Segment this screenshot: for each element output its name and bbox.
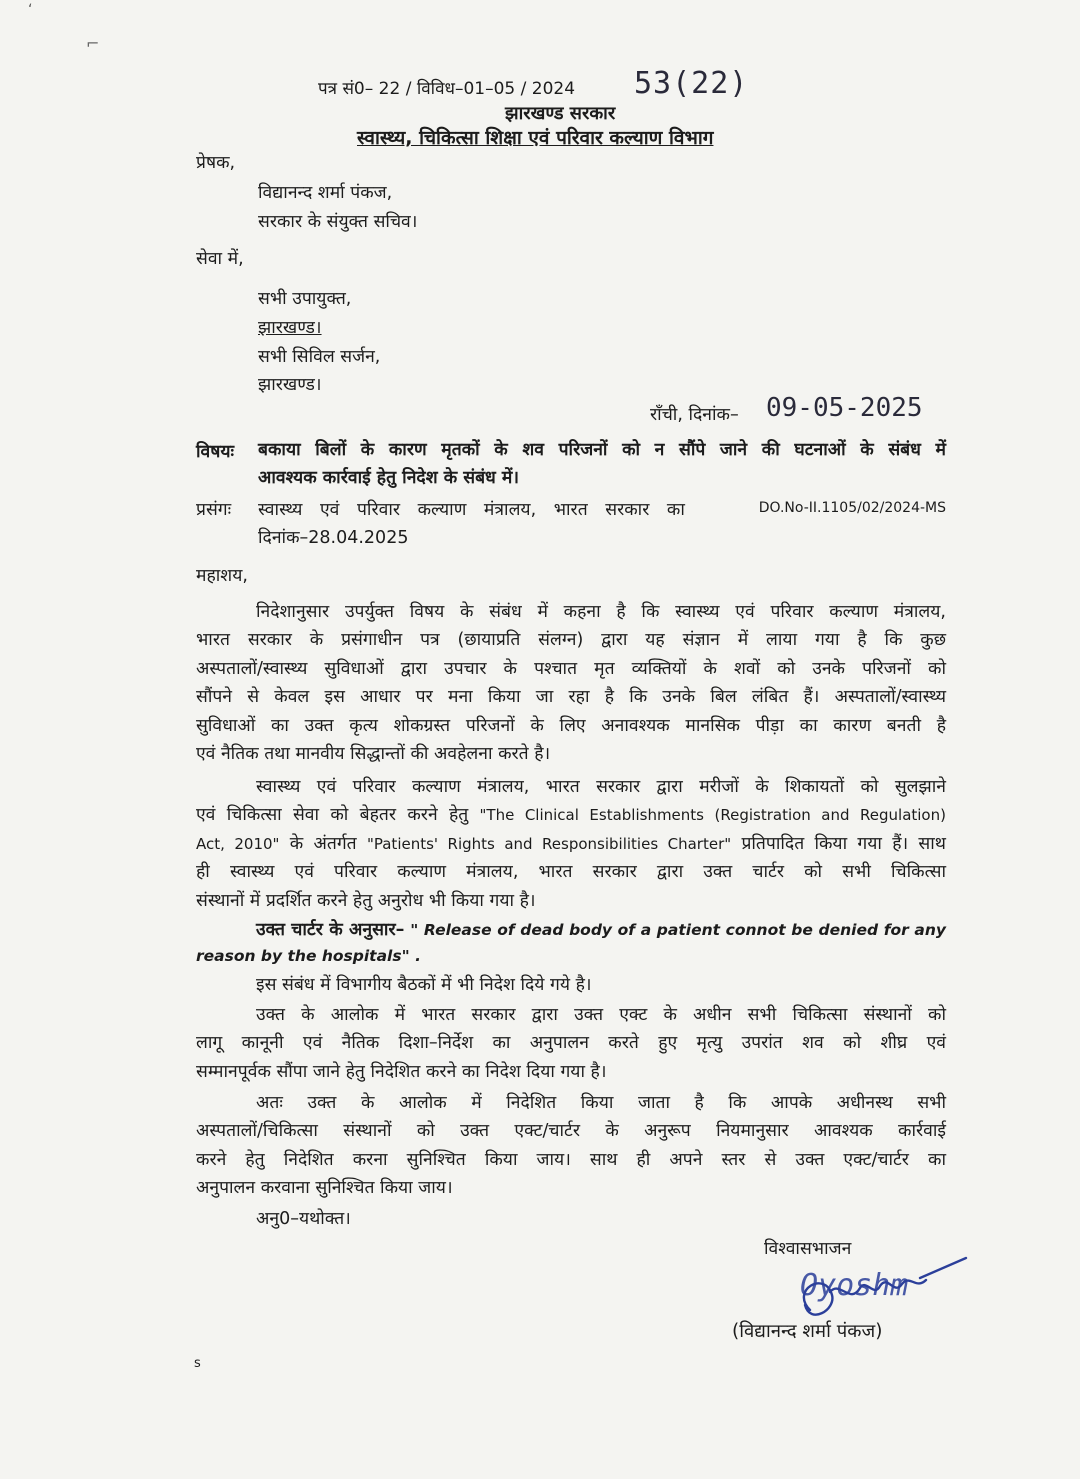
paragraph-line: निदेशानुसार उपर्युक्त विषय के संबंध में कहना है कि स्वास्थ्य एवं परिवार कल्याण मंत्रालय, — [256, 602, 946, 622]
department-name: स्वास्थ्य, चिकित्सा शिक्षा एवं परिवार कल्याण विभाग — [357, 127, 714, 149]
body-paragraph-5 — [196, 1001, 946, 1086]
body-paragraph-1 — [196, 598, 946, 768]
sender-name: विद्यानन्द शर्मा पंकज, — [258, 183, 393, 203]
paragraph-line — [196, 830, 946, 858]
paragraph-line — [196, 801, 946, 829]
paragraph-line: लागू कानूनी एवं नैतिक दिशा–निर्देश का अनुपालन करते हुए मृत्यु उपरांत शव को शीघ्र एवं — [196, 1033, 946, 1054]
paragraph-line: सौंपने से केवल इस आधार पर मना किया जा रहा है कि उनके बिल लंबित हैं। अस्पतालों/स्वास्थ्य — [196, 687, 946, 708]
paragraph-line: अस्पतालों/चिकित्सा संस्थानों को उक्त एक्ट/चार्टर के अनुरूप नियमानुसार आवश्यक कार्रवाई — [196, 1121, 946, 1142]
paragraph-text: एवं चिकित्सा सेवा को बेहतर करने हेतु — [196, 805, 469, 826]
recipient-line: झारखण्ड। — [258, 375, 322, 395]
subject-label: विषयः — [196, 442, 235, 462]
body-paragraph-4: इस संबंध में विभागीय बैठकों में भी निदेश दिये गये है। — [256, 975, 592, 995]
place-date-label: राँची, दिनांक– — [650, 405, 739, 425]
reference-label: प्रसंगः — [196, 500, 232, 520]
subject-text — [258, 436, 946, 493]
signatory-name: (विद्यानन्द शर्मा पंकज) — [732, 1321, 883, 1342]
charter-quote-line: reason by the hospitals" . — [196, 947, 421, 965]
act-name: "The Clinical Establishments (Registration and Regulation) — [479, 806, 946, 825]
sender-label: प्रेषक, — [196, 153, 236, 173]
letter-number: पत्र सं0– 22 / विविध–01–05 / 2024 — [318, 79, 576, 99]
corner-mark: ⌐ — [86, 34, 100, 53]
charter-quote-block — [196, 917, 946, 969]
charter-intro: उक्त चार्टर के अनुसार– — [256, 920, 405, 940]
charter-quote-line — [196, 917, 946, 943]
paragraph-line: स्वास्थ्य एवं परिवार कल्याण मंत्रालय, भारत सरकार द्वारा मरीजों के शिकायतों को सुलझाने — [256, 777, 946, 797]
reference-ministry: स्वास्थ्य एवं परिवार कल्याण मंत्रालय, भारत सरकार का — [258, 500, 685, 520]
closing-text: विश्वासभाजन — [764, 1239, 852, 1259]
subject-line: आवश्यक कार्रवाई हेतु निदेश के संबंध में। — [258, 468, 520, 489]
government-name: झारखण्ड सरकार — [505, 103, 616, 124]
recipient-line: सभी उपायुक्त, — [258, 289, 352, 309]
paragraph-line: संस्थानों में प्रदर्शित करने हेतु अनुरोध भी किया गया है। — [196, 890, 536, 911]
reference-do-number: DO.No-II.1105/02/2024-MS — [758, 500, 946, 516]
reference-date: दिनांक–28.04.2025 — [258, 528, 409, 548]
paragraph-line: एवं नैतिक तथा मानवीय सिद्धान्तों की अवहेलना करते है। — [196, 744, 551, 765]
recipient-label: सेवा में, — [196, 249, 244, 269]
signature: Oyoshm — [800, 1268, 909, 1303]
paragraph-line: उक्त के आलोक में भारत सरकार द्वारा उक्त एक्ट के अधीन सभी चिकित्सा संस्थानों को — [256, 1005, 946, 1025]
paragraph-text: प्रतिपादित किया गया हैं। साथ — [741, 833, 946, 854]
paragraph-text: के अंतर्गत — [289, 833, 357, 854]
salutation: महाशय, — [196, 566, 248, 586]
body-paragraph-2 — [196, 773, 946, 915]
recipient-line: सभी सिविल सर्जन, — [258, 347, 381, 367]
reference-line — [258, 497, 946, 521]
paragraph-line: सम्मानपूर्वक सौंपा जाने हेतु निदेशित करने का निदेश दिया गया है। — [196, 1061, 607, 1082]
subject-line: बकाया बिलों के कारण मृतकों के शव परिजनों को न सौंपे जाने की घटनाओं के संबंध में — [258, 440, 946, 460]
act-year: Act, 2010" — [196, 834, 280, 853]
paragraph-line: सुविधाओं का उक्त कृत्य शोकग्रस्त परिजनों के लिए अनावश्यक मानसिक पीड़ा का कारण बनती है — [196, 715, 946, 736]
body-paragraph-6 — [196, 1089, 946, 1203]
enclosure-note: अनु0–यथोक्त। — [256, 1209, 351, 1229]
sender-designation: सरकार के संयुक्त सचिव। — [258, 212, 418, 232]
paragraph-line: अस्पतालों/स्वास्थ्य सुविधाओं द्वारा उपचार के पश्चात मृत व्यक्तियों के शवों को उनके परिजनों को — [196, 658, 946, 679]
paragraph-line: अनुपालन करवाना सुनिश्चित किया जाय। — [196, 1178, 453, 1199]
charter-quote: " Release of dead body of a patient connot be denied for any — [410, 921, 946, 939]
paragraph-line: अतः उक्त के आलोक में निदेशित किया जाता है कि आपके अधीनस्थ सभी — [256, 1093, 946, 1113]
recipient-line: झारखण्ड। — [258, 318, 322, 338]
date-handwritten: 09-05-2025 — [766, 393, 923, 423]
paragraph-line: करने हेतु निदेशित करना सुनिश्चित किया जाय। साथ ही अपने स्तर से उक्त एक्ट/चार्टर का — [196, 1149, 946, 1170]
corner-mark: ‘ — [28, 2, 33, 18]
footer-mark: s — [194, 1356, 201, 1371]
paragraph-line: भारत सरकार के प्रसंगाधीन पत्र (छायाप्रति संलग्न) द्वारा यह संज्ञान में लाया गया है कि कुछ — [196, 630, 946, 651]
letter-number-handwritten: 53(22) — [634, 66, 749, 101]
charter-name: "Patients' Rights and Responsibilities Charter" — [366, 834, 732, 853]
paragraph-line: ही स्वास्थ्य एवं परिवार कल्याण मंत्रालय, भारत सरकार द्वारा उक्त चार्टर को सभी चिकित्सा — [196, 862, 946, 883]
